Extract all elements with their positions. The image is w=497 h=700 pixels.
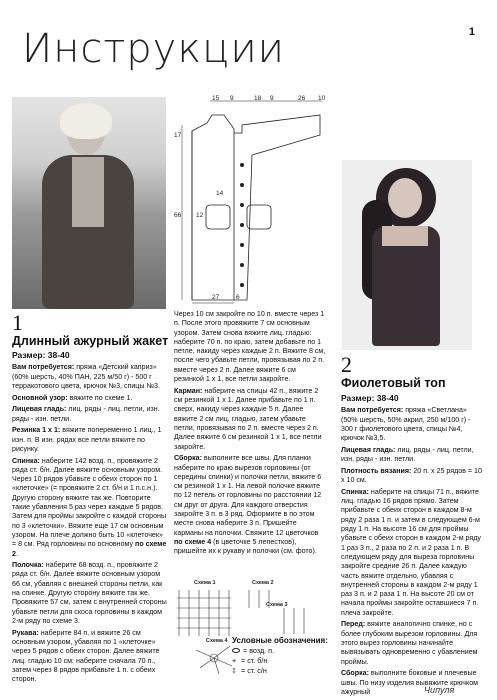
pocket-1: Карман: наберите на спицы 42 п., вяжите 2 см резинкой 1 х 1. Далее прибавьте по 1 п. сверх, накиду через каждые 5 п. Далее вяжите 2 см лиц. гладью, затем убавьте петли, провязывая по 2 п. вместе через 2 п. Далее вяжите 6 см резинкой 1 х 1, все петли закройте. bbox=[174, 386, 322, 451]
dim-bottom-1: 27 bbox=[212, 294, 220, 301]
assembly-1: Сборка: выполните все швы. Для планки наберите по краю вырезов горловины (от середины спинки) и полочки петли, вяжите 6 см резинкой 1 х 1. На левой полочке вяжите по 12 петель от горловины по расстоянии 12 см друг от друга. Для каждого отверстия закройте 3 п. в 3 ряд. Оформите в по этом месте снова наберите 3 п. Пришейте карманы на полочки. Свяжите 12 цветочков по схеме 4 (в цветочке 5 лепестков), пришейте их к рукаву и полочки (см. фото). bbox=[174, 454, 322, 556]
stockinette-1: Лицевая гладь: лиц. ряды - лиц. петли, изн. ряды - изн. петли. bbox=[12, 405, 160, 423]
item-title-1: Длинный ажурный жакет bbox=[12, 334, 169, 348]
item-number-1: 1 bbox=[12, 310, 23, 335]
dim-top-3: 18 bbox=[254, 95, 262, 102]
item-title-2: Фиолетовый топ bbox=[341, 376, 446, 390]
front-2: Перед: вяжите аналогично спинке, но с более глубоким вырезом горловины. Для этого вырез горловины начинайте вывязывать одновременно с убавлением проймы. bbox=[341, 620, 478, 666]
dim-top-4: 9 bbox=[270, 95, 274, 102]
scheme-2-label: Схема 2 bbox=[252, 580, 274, 586]
dim-left-2: 66 bbox=[174, 212, 182, 219]
basic-pattern-1: Основной узор: вяжите по схеме 1. bbox=[12, 393, 133, 402]
scheme-4-label: Схема 4 bbox=[206, 638, 228, 644]
rib-1: Резинка 1 х 1: вяжите попеременно 1 лиц., 1 изн. п. В изн. рядах все петли вяжите по рисунку. bbox=[12, 426, 162, 453]
item-number-2: 2 bbox=[341, 352, 352, 377]
dim-top-5: 26 bbox=[298, 95, 306, 102]
scheme-3-label: Схема 3 bbox=[266, 602, 288, 608]
legend bbox=[232, 636, 342, 676]
watermark: Чипуля bbox=[424, 685, 455, 695]
back-2: Спинка: наберите на спицы 71 п., вяжите лиц. гладью 16 рядов прямо. Затем прибавьте с обеих сторон в каждом 8-м ряду 2 раза 1 п. и затем в следующем 6-м ряду 1 п. На высоте 16 см для проймы убавьте с обеих сторон в каждом 2-м ряду 1 раз 3 п., 2 раза по 2 п. и 2 раза 1 п. В следующем ряду для выреза горловины закройте средние 26 п. Далее каждую часть вяжите отдельно, убавляя с внутренней стороны в каждом 2-м ряду 1 раз 3 п. и 2 раза 1 п. На высоте 20 см от начала проймы закройте оставшиеся 7 п. плеча закройте. bbox=[341, 487, 481, 617]
instructions-column-1 bbox=[12, 351, 169, 687]
dim-pocket-1: 14 bbox=[216, 190, 224, 197]
dim-top-2: 9 bbox=[230, 95, 234, 102]
page-title: Инструкции bbox=[22, 26, 286, 72]
photo-purple-top bbox=[342, 160, 472, 350]
sleeve-1: Рукава: наберите 84 п. и вяжите 26 см основным узором, убавляя по 1 «клеточке» через 5 рядов с обеих сторон. Далее вяжите лиц. гладью 10 см: наберите сначала 70 п., затем через 8 рядов прибавьте 1 п. с обеих сторон. bbox=[12, 628, 160, 684]
legend-item-2: + = ст. б/н bbox=[232, 656, 268, 665]
dim-left-1: 17 bbox=[174, 132, 182, 139]
back-1: Спинка: наберите 142 возд. п., провяжите 2 ряда ст. б/н. Далее вяжите основным узором. Через 10 рядов убавьте с обеих сторон по 1 «клеточке» (= провяжите 2 ст. б/н и 1 п.с.н.). Другую сторону вяжите так же. Повторите такие убавления 5 раз через каждые 5 рядов. Затем для проймы закройте с каждой стороны по 3 «клеточки». Вяжите еще 17 см основным узором. На плече должно быть 10 «клеточек» = 8 см. Ряд горловины по основному по схеме 2. bbox=[12, 456, 167, 558]
materials-1: Вам потребуется: пряжа «Детский каприз» (60% шерсть, 40% ПАН, 225 м/50 г) - 500 г терракотового цвета, крючок №3, спицы №3. bbox=[12, 363, 160, 390]
dim-bottom-2: 6 bbox=[236, 294, 240, 301]
legend-item-1: = возд. п. bbox=[232, 646, 342, 656]
sleeve-continued-1: Через 10 см закройте по 10 п. вместе через 1 п. После этого провяжите 7 см основным узором. Затем снова вяжите лиц. гладью: наберите 70 п. по краю, затем добавьте по 1 петле, накиду через каждые 2 п. Вяжите 8 см, после чего убавьте петли, провязывая по 2 п. вместе через 2 п. Далее вяжите 6 см резинкой 1 х 1, все петли закройте. bbox=[174, 310, 326, 384]
dim-top-6: 10 bbox=[318, 95, 326, 102]
gauge-2: Плотность вязания: 20 п. х 25 рядов = 10 х 10 см. bbox=[341, 466, 482, 485]
page-number: 1 bbox=[468, 26, 475, 38]
legend-title: Условные обозначения: bbox=[232, 636, 328, 645]
instructions-column-2 bbox=[174, 310, 326, 559]
assembly-2: Сборка: выполните боковые и плечевые швы. По низу изделия вывяжите крючком ажурный bbox=[341, 669, 479, 696]
photo-long-jacket bbox=[12, 97, 166, 309]
size-2: Размер: 38-40 bbox=[341, 393, 399, 403]
stockinette-2: Лицевая гладь: лиц. ряды - лиц. петли, изн. ряды - изн. петли. bbox=[341, 445, 474, 464]
front-1: Полочка: наберите 68 возд. п., провяжите 2 ряда ст. б/н. Далее вяжите основным узором 66 см, убавляя с внешней стороны петли, как на спинке. Другую сторону вяжите так же. Провяжите 57 см, затем с внутренней стороны убавьте петли для скоса горловины в каждом 2-м ряду по схеме 3. bbox=[12, 561, 167, 625]
jacket-pattern-diagram bbox=[172, 95, 332, 305]
legend-item-3: ‡ = ст. с/н bbox=[232, 666, 267, 675]
scheme-1-label: Схема 1 bbox=[194, 580, 216, 586]
dim-pocket-2: 12 bbox=[196, 212, 204, 219]
dim-top-1: 15 bbox=[212, 95, 220, 102]
materials-2: Вам потребуется: пряжа «Светлана» (50% шерсть, 50% акрил, 250 м/100 г) - 300 г фиолетового цвета, спицы №4, крючок №3,5. bbox=[341, 406, 471, 443]
instructions-column-3 bbox=[341, 394, 484, 700]
size-1: Размер: 38-40 bbox=[12, 350, 70, 360]
